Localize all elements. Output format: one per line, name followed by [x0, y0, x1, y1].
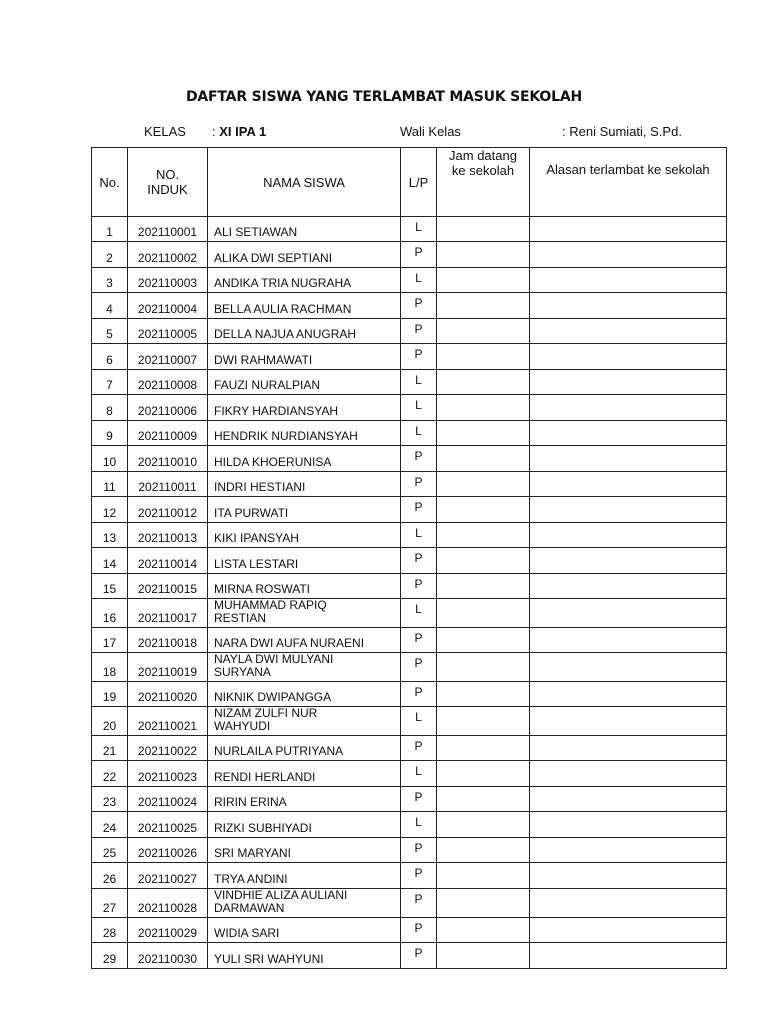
cell-no-induk: 202110021: [128, 707, 208, 736]
cell-nama-siswa: WIDIA SARI: [208, 918, 401, 943]
cell-no: 23: [92, 787, 128, 812]
cell-lp: L: [401, 812, 437, 838]
cell-no: 16: [92, 599, 128, 628]
cell-lp: L: [401, 268, 437, 293]
cell-lp: P: [401, 574, 437, 599]
document-title: DAFTAR SISWA YANG TERLAMBAT MASUK SEKOLAH: [186, 89, 582, 105]
cell-alasan[interactable]: [530, 889, 727, 918]
cell-nama-siswa: DWI RAHMAWATI: [208, 344, 401, 370]
cell-lp: P: [401, 736, 437, 761]
cell-lp: P: [401, 682, 437, 707]
table-row: [92, 319, 727, 344]
cell-lp: L: [401, 217, 437, 242]
table-row: [92, 370, 727, 395]
kelas-label: KELAS: [144, 124, 186, 139]
cell-jam-datang[interactable]: [437, 838, 530, 863]
cell-no-induk: 202110025: [128, 812, 208, 838]
cell-nama-siswa: LISTA LESTARI: [208, 548, 401, 574]
cell-no-induk: 202110003: [128, 268, 208, 293]
cell-nama-siswa: DELLA NAJUA ANUGRAH: [208, 319, 401, 344]
table-row: [92, 421, 727, 446]
cell-alasan[interactable]: [530, 217, 727, 242]
cell-lp: P: [401, 863, 437, 889]
cell-lp: L: [401, 599, 437, 628]
cell-alasan[interactable]: [530, 628, 727, 653]
cell-no: 8: [92, 395, 128, 421]
table-row: [92, 653, 727, 682]
cell-lp: P: [401, 787, 437, 812]
cell-alasan[interactable]: [530, 472, 727, 497]
table-row: [92, 838, 727, 863]
cell-lp: P: [401, 472, 437, 497]
cell-no-induk: 202110028: [128, 889, 208, 918]
cell-jam-datang[interactable]: [437, 319, 530, 344]
cell-no: 11: [92, 472, 128, 497]
cell-jam-datang[interactable]: [437, 472, 530, 497]
cell-nama-siswa: RENDI HERLANDI: [208, 761, 401, 787]
cell-alasan[interactable]: [530, 599, 727, 628]
table-row: [92, 682, 727, 707]
kelas-value-prefix: :: [212, 124, 220, 139]
cell-nama-siswa: FIKRY HARDIANSYAH: [208, 395, 401, 421]
cell-no-induk: 202110010: [128, 446, 208, 472]
cell-no-induk: 202110020: [128, 682, 208, 707]
cell-lp: L: [401, 395, 437, 421]
table-row: [92, 446, 727, 472]
cell-lp: P: [401, 653, 437, 682]
header-lp: L/P: [401, 148, 437, 217]
cell-no-induk: 202110002: [128, 242, 208, 268]
cell-no: 18: [92, 653, 128, 682]
cell-jam-datang[interactable]: [437, 344, 530, 370]
cell-no: 17: [92, 628, 128, 653]
cell-no: 24: [92, 812, 128, 838]
cell-no-induk: 202110011: [128, 472, 208, 497]
cell-lp: L: [401, 761, 437, 787]
cell-jam-datang[interactable]: [437, 599, 530, 628]
cell-jam-datang[interactable]: [437, 943, 530, 969]
cell-no-induk: 202110029: [128, 918, 208, 943]
kelas-value-text: XI IPA 1: [219, 124, 267, 139]
table-header: [92, 148, 727, 217]
cell-lp: L: [401, 523, 437, 548]
cell-nama-siswa: HENDRIK NURDIANSYAH: [208, 421, 401, 446]
cell-no-induk: 202110024: [128, 787, 208, 812]
cell-nama-siswa: INDRI HESTIANI: [208, 472, 401, 497]
cell-alasan[interactable]: [530, 268, 727, 293]
cell-nama-siswa: ITA PURWATI: [208, 497, 401, 523]
table-body: [92, 217, 727, 969]
cell-nama-siswa: MUHAMMAD RAPIQ RESTIAN: [208, 599, 401, 628]
cell-no-induk: 202110022: [128, 736, 208, 761]
table-row: [92, 268, 727, 293]
cell-nama-siswa: BELLA AULIA RACHMAN: [208, 293, 401, 319]
cell-alasan[interactable]: [530, 293, 727, 319]
table-row: [92, 548, 727, 574]
cell-jam-datang[interactable]: [437, 242, 530, 268]
cell-no-induk: 202110004: [128, 293, 208, 319]
cell-alasan[interactable]: [530, 523, 727, 548]
cell-no-induk: 202110023: [128, 761, 208, 787]
cell-nama-siswa: YULI SRI WAHYUNI: [208, 943, 401, 969]
table-row: [92, 217, 727, 242]
cell-alasan[interactable]: [530, 863, 727, 889]
cell-no-induk: 202110018: [128, 628, 208, 653]
cell-alasan[interactable]: [530, 838, 727, 863]
table-row: [92, 574, 727, 599]
cell-no: 3: [92, 268, 128, 293]
header-alasan: Alasan terlambat ke sekolah: [530, 148, 727, 217]
cell-no: 5: [92, 319, 128, 344]
cell-no: 14: [92, 548, 128, 574]
cell-nama-siswa: TRYA ANDINI: [208, 863, 401, 889]
cell-jam-datang[interactable]: [437, 523, 530, 548]
cell-jam-datang[interactable]: [437, 293, 530, 319]
header-no-induk: [128, 148, 208, 217]
cell-jam-datang[interactable]: [437, 653, 530, 682]
cell-no: 25: [92, 838, 128, 863]
cell-lp: P: [401, 889, 437, 918]
header-jam-datang-text: Jam datang ke sekolah: [449, 148, 517, 178]
cell-nama-siswa: MIRNA ROSWATI: [208, 574, 401, 599]
cell-lp: P: [401, 838, 437, 863]
table-row: [92, 395, 727, 421]
wali-kelas-value: : Reni Sumiati, S.Pd.: [562, 124, 682, 139]
cell-jam-datang[interactable]: [437, 736, 530, 761]
cell-jam-datang[interactable]: [437, 812, 530, 838]
cell-nama-siswa: RIRIN ERINA: [208, 787, 401, 812]
table-row: [92, 863, 727, 889]
header-no-induk-text: NO. INDUK: [147, 167, 188, 197]
cell-lp: P: [401, 319, 437, 344]
cell-alasan[interactable]: [530, 761, 727, 787]
cell-alasan[interactable]: [530, 918, 727, 943]
cell-jam-datang[interactable]: [437, 707, 530, 736]
cell-jam-datang[interactable]: [437, 217, 530, 242]
cell-alasan[interactable]: [530, 319, 727, 344]
cell-jam-datang[interactable]: [437, 421, 530, 446]
header-row: [92, 148, 727, 217]
cell-no: 19: [92, 682, 128, 707]
cell-lp: P: [401, 344, 437, 370]
cell-alasan[interactable]: [530, 497, 727, 523]
cell-nama-siswa: ANDIKA TRIA NUGRAHA: [208, 268, 401, 293]
wali-kelas-label: Wali Kelas: [400, 124, 461, 139]
cell-no: 26: [92, 863, 128, 889]
cell-jam-datang[interactable]: [437, 446, 530, 472]
table-row: [92, 523, 727, 548]
cell-nama-siswa: FAUZI NURALPIAN: [208, 370, 401, 395]
table-row: [92, 918, 727, 943]
cell-nama-siswa: SRI MARYANI: [208, 838, 401, 863]
cell-no-induk: 202110012: [128, 497, 208, 523]
cell-alasan[interactable]: [530, 574, 727, 599]
cell-alasan[interactable]: [530, 943, 727, 969]
table-row: [92, 242, 727, 268]
cell-no: 6: [92, 344, 128, 370]
cell-jam-datang[interactable]: [437, 761, 530, 787]
cell-no: 20: [92, 707, 128, 736]
cell-nama-siswa: HILDA KHOERUNISA: [208, 446, 401, 472]
cell-jam-datang[interactable]: [437, 548, 530, 574]
cell-alasan[interactable]: [530, 707, 727, 736]
cell-alasan[interactable]: [530, 421, 727, 446]
cell-no-induk: 202110013: [128, 523, 208, 548]
table-row: [92, 497, 727, 523]
cell-no: 28: [92, 918, 128, 943]
cell-no-induk: 202110019: [128, 653, 208, 682]
cell-jam-datang[interactable]: [437, 863, 530, 889]
cell-nama-siswa: NIZAM ZULFI NUR WAHYUDI: [208, 707, 401, 736]
header-jam-datang: [437, 148, 530, 217]
cell-no: 2: [92, 242, 128, 268]
cell-alasan[interactable]: [530, 242, 727, 268]
cell-jam-datang[interactable]: [437, 889, 530, 918]
cell-jam-datang[interactable]: [437, 497, 530, 523]
cell-nama-siswa: KIKI IPANSYAH: [208, 523, 401, 548]
cell-alasan[interactable]: [530, 736, 727, 761]
cell-alasan[interactable]: [530, 548, 727, 574]
cell-alasan[interactable]: [530, 446, 727, 472]
cell-alasan[interactable]: [530, 344, 727, 370]
header-nama-siswa: NAMA SISWA: [208, 148, 401, 217]
cell-lp: P: [401, 446, 437, 472]
cell-nama-siswa: NAYLA DWI MULYANI SURYANA: [208, 653, 401, 682]
cell-lp: P: [401, 918, 437, 943]
cell-no-induk: 202110007: [128, 344, 208, 370]
cell-no: 13: [92, 523, 128, 548]
cell-lp: L: [401, 707, 437, 736]
student-table: [91, 147, 727, 969]
cell-lp: P: [401, 548, 437, 574]
table-row: [92, 472, 727, 497]
table-row: [92, 599, 727, 628]
cell-lp: L: [401, 421, 437, 446]
cell-lp: P: [401, 497, 437, 523]
cell-no-induk: 202110027: [128, 863, 208, 889]
cell-no-induk: 202110005: [128, 319, 208, 344]
cell-no: 21: [92, 736, 128, 761]
table-row: [92, 293, 727, 319]
cell-alasan[interactable]: [530, 370, 727, 395]
cell-no: 22: [92, 761, 128, 787]
cell-no: 27: [92, 889, 128, 918]
table-row: [92, 943, 727, 969]
cell-no-induk: 202110026: [128, 838, 208, 863]
cell-no-induk: 202110001: [128, 217, 208, 242]
cell-no-induk: 202110008: [128, 370, 208, 395]
table-row: [92, 761, 727, 787]
cell-no: 29: [92, 943, 128, 969]
cell-no: 1: [92, 217, 128, 242]
cell-jam-datang[interactable]: [437, 268, 530, 293]
cell-nama-siswa: ALIKA DWI SEPTIANI: [208, 242, 401, 268]
cell-alasan[interactable]: [530, 395, 727, 421]
cell-nama-siswa: VINDHIE ALIZA AULIANI DARMAWAN: [208, 889, 401, 918]
table-row: [92, 736, 727, 761]
table-row: [92, 812, 727, 838]
kelas-value: [212, 124, 266, 139]
cell-lp: P: [401, 628, 437, 653]
cell-no-induk: 202110006: [128, 395, 208, 421]
header-no: No.: [92, 148, 128, 217]
table-row: [92, 889, 727, 918]
cell-no: 10: [92, 446, 128, 472]
table-row: [92, 344, 727, 370]
cell-jam-datang[interactable]: [437, 395, 530, 421]
cell-nama-siswa: NURLAILA PUTRIYANA: [208, 736, 401, 761]
cell-lp: L: [401, 370, 437, 395]
table-row: [92, 628, 727, 653]
cell-no: 4: [92, 293, 128, 319]
cell-lp: P: [401, 293, 437, 319]
cell-jam-datang[interactable]: [437, 682, 530, 707]
table-row: [92, 707, 727, 736]
cell-alasan[interactable]: [530, 812, 727, 838]
cell-lp: P: [401, 943, 437, 969]
cell-no: 9: [92, 421, 128, 446]
cell-no: 15: [92, 574, 128, 599]
cell-jam-datang[interactable]: [437, 574, 530, 599]
cell-nama-siswa: NARA DWI AUFA NURAENI: [208, 628, 401, 653]
cell-no-induk: 202110017: [128, 599, 208, 628]
cell-lp: P: [401, 242, 437, 268]
table-row: [92, 787, 727, 812]
cell-nama-siswa: ALI SETIAWAN: [208, 217, 401, 242]
cell-no-induk: 202110030: [128, 943, 208, 969]
cell-no: 7: [92, 370, 128, 395]
cell-nama-siswa: RIZKI SUBHIYADI: [208, 812, 401, 838]
cell-alasan[interactable]: [530, 653, 727, 682]
cell-jam-datang[interactable]: [437, 787, 530, 812]
cell-jam-datang[interactable]: [437, 628, 530, 653]
cell-alasan[interactable]: [530, 682, 727, 707]
cell-alasan[interactable]: [530, 787, 727, 812]
cell-jam-datang[interactable]: [437, 370, 530, 395]
cell-no-induk: 202110014: [128, 548, 208, 574]
cell-jam-datang[interactable]: [437, 918, 530, 943]
cell-no-induk: 202110009: [128, 421, 208, 446]
cell-nama-siswa: NIKNIK DWIPANGGA: [208, 682, 401, 707]
cell-no: 12: [92, 497, 128, 523]
cell-no-induk: 202110015: [128, 574, 208, 599]
